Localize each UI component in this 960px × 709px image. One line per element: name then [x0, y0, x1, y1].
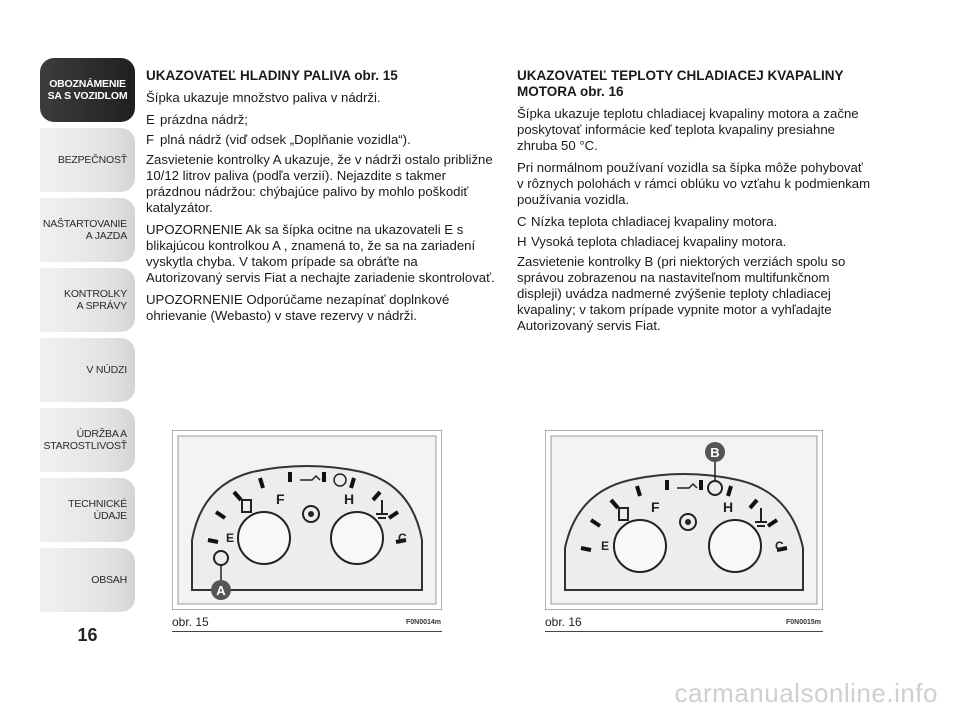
- section-heading: UKAZOVATEĽ TEPLOTY CHLADIACEJ KVAPALINY MOTORA obr. 16: [517, 68, 844, 99]
- item-key: H: [517, 234, 527, 249]
- item-key: E: [146, 112, 155, 127]
- callout-b-label: B: [710, 445, 720, 460]
- temp-high-label: H: [344, 491, 355, 507]
- tab-v-nudzi[interactable]: V NÚDZI: [40, 338, 135, 402]
- item-text: plná nádrž (viď odsek „Doplňanie vozidla“).: [160, 132, 411, 147]
- list-item: [146, 132, 496, 148]
- temp-cold-label: C: [398, 531, 407, 545]
- tab-kontrolky[interactable]: KONTROLKY A SPRÁVY: [40, 268, 135, 332]
- paragraph: Zasvietenie kontrolky B (pri niektorých verziách spolu so správou zobrazenou na nastaviteľnom multifunkčnom displeji) uvádza nadmerné zvýšenie teploty chladiacej kvapaliny; v takom prípade vypnite motor a vyhľadajte Autorizovaný servis Fiat.: [517, 254, 846, 333]
- paragraph: Šípka ukazuje množstvo paliva v nádrži.: [146, 90, 381, 105]
- watermark: carmanualsonline.info: [674, 678, 938, 708]
- paragraph: Šípka ukazuje teplotu chladiacej kvapaliny motora a začne poskytovať informácie keď teplota kvapaliny presiahne zhruba 50 °C.: [517, 106, 859, 153]
- callout-a-label: A: [216, 583, 226, 598]
- list-item: [146, 112, 496, 128]
- fuel-full-label: F: [276, 491, 285, 507]
- paragraph: Zasvietenie kontrolky A ukazuje, že v nádrži ostalo približne 10/12 litrov paliva (podľa verzií). Nejazdite s takmer prázdnou nádržou: chýbajúce palivo by mohlo poškodiť katalyzátor.: [146, 152, 493, 215]
- fuel-gauge-section: [146, 68, 496, 330]
- item-text: prázdna nádrž;: [160, 112, 248, 127]
- temp-high-label: H: [723, 499, 734, 515]
- fuel-empty-label: E: [226, 531, 235, 545]
- page-number: 16: [77, 625, 98, 645]
- list-item: [517, 234, 872, 250]
- tab-udrzba[interactable]: ÚDRŽBA A STAROSTLIVOSŤ: [40, 408, 135, 472]
- fuel-full-label: F: [651, 499, 660, 515]
- item-text: Nízka teplota chladiacej kvapaliny motora.: [531, 214, 778, 229]
- figure-code: F0N0014m: [406, 619, 442, 626]
- fuel-empty-label: E: [601, 539, 610, 553]
- tab-oboznamenie[interactable]: OBOZNÁMENIE SA S VOZIDLOM: [40, 58, 135, 122]
- temp-cold-label: C: [775, 539, 784, 553]
- figure-coolant-gauge: [545, 430, 823, 610]
- paragraph: UPOZORNENIE Odporúčame nezapínať doplnkové ohrievanie (Webasto) v stave rezervy v nádrži.: [146, 292, 450, 323]
- tab-technicke[interactable]: TECHNICKÉ ÚDAJE: [40, 478, 135, 542]
- caption-rule: [545, 631, 823, 632]
- chapter-sidebar: [40, 58, 135, 618]
- tab-bezpecnost[interactable]: BEZPEČNOSŤ: [40, 128, 135, 192]
- item-key: C: [517, 214, 527, 229]
- figure-caption: obr. 15: [172, 615, 209, 629]
- paragraph: Pri normálnom používaní vozidla sa šípka môže pohybovať v rôznych polohách v rámci oblúku vo vzťahu k podmienkam používania vozidla.: [517, 160, 871, 207]
- item-text: Vysoká teplota chladiacej kvapaliny motora.: [531, 234, 787, 249]
- tab-obsah[interactable]: OBSAH: [40, 548, 135, 612]
- figure-code: F0N0015m: [786, 619, 822, 626]
- coolant-gauge-section: [517, 68, 872, 340]
- gauge-illustration: [172, 430, 442, 610]
- paragraph: UPOZORNENIE Ak sa šípka ocitne na ukazovateli E s blikajúcou kontrolkou A , znamená to, že sa na zariadení vyskytla chyba. V takom prípade sa obráťte na Autorizovaný servis Fiat a nechajte zariadenie skontrolovať.: [146, 222, 495, 285]
- caption-rule: [172, 631, 442, 632]
- figure-caption: obr. 16: [545, 615, 582, 629]
- section-heading: UKAZOVATEĽ HLADINY PALIVA obr. 15: [146, 68, 398, 83]
- item-key: F: [146, 132, 155, 147]
- figure-fuel-gauge: [172, 430, 442, 610]
- tab-nastartovanie[interactable]: NAŠTARTOVANIE A JAZDA: [40, 198, 135, 262]
- list-item: [517, 214, 872, 230]
- gauge-illustration: [545, 430, 823, 610]
